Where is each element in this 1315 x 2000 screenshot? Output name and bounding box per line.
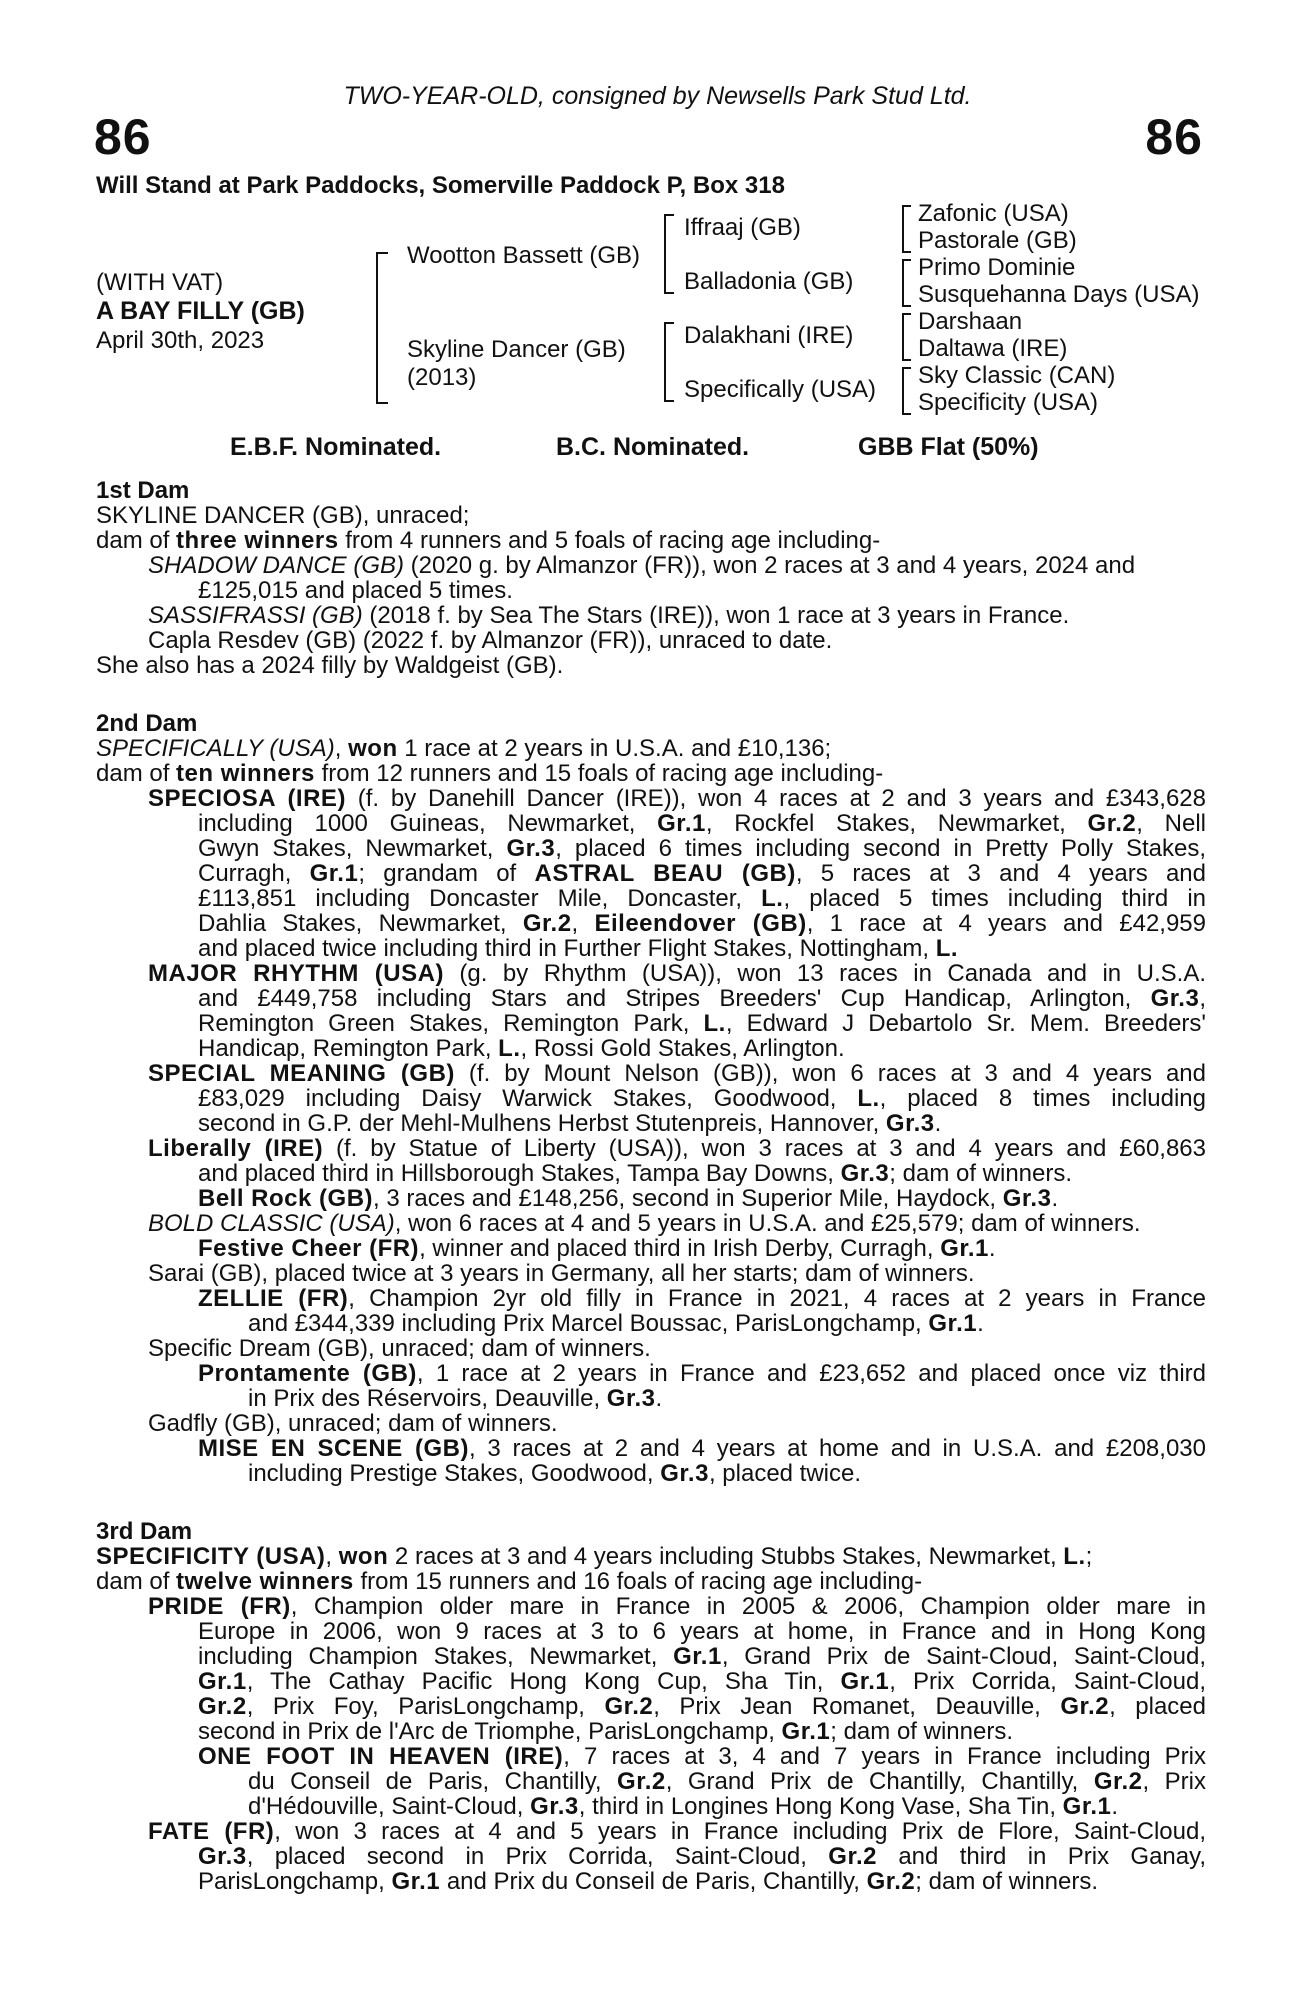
consignment-line: TWO-YEAR-OLD, consigned by Newsells Park Stud Ltd. [343,82,972,110]
pedigree-brace-g3 [902,313,911,361]
pedigree-brace-g4 [902,367,911,415]
nomination-ebf: E.B.F. Nominated. [230,433,442,461]
entry-gadfly: Gadfly (GB), unraced; dam of winners. MISE EN SCENE (GB), 3 races at 2 and 4 years at home and in U.S.A. and £208,030 including Prestige Stakes, Goodwood, Gr.3, placed twice. [148,1410,1206,1487]
second-dam-line: SPECIFICALLY (USA), won 1 race at 2 years in U.S.A. and £10,136; [96,735,832,762]
entry-bold-classic: BOLD CLASSIC (USA), won 6 races at 4 and 5 years in U.S.A. and £25,579; dam of winners. Festive Cheer (FR), winner and placed third in Irish Derby, Curragh, Gr.1. [148,1210,1141,1262]
third-dam-heading: 3rd Dam [96,1518,193,1545]
pedigree-sire: Wootton Bassett (GB) [407,242,640,269]
pedigree-brace-dam [664,322,674,402]
pedigree-sire-dam: Balladonia (GB) [684,268,854,295]
pedigree-brace-g1 [902,205,911,253]
produce-capla-resdev: Capla Resdev (GB) (2022 f. by Almanzor (FR)), unraced to date. [148,627,833,654]
entry-sarai: Sarai (GB), placed twice at 3 years in Germany, all her starts; dam of winners. ZELLIE (FR), Champion 2yr old filly in France in 2021, 4 races at 2 years in France and £344,339 including Prix Marcel Boussac, ParisLongchamp, Gr.1. [148,1260,1206,1337]
third-dam-line: SPECIFICITY (USA), won 2 races at 3 and 4 years including Stubbs Stakes, Newmarket, L.; [96,1543,1093,1570]
second-dam-heading: 2nd Dam [96,710,198,737]
lot-info [96,268,305,355]
entry-pride: PRIDE (FR), Champion older mare in France in 2005 & 2006, Champion older mare in Europe in 2006, won 9 races at 3 to 6 years at home, in France and in Hong Kong including Champion Stakes, Newmarket, Gr.1, Grand Prix de Saint-Cloud, Saint-Cloud, Gr.1, The Cathay Pacific Hong Kong Cup, Sha Tin, Gr.1, Prix Corrida, Saint-Cloud, Gr.2, Prix Foy, ParisLongchamp, Gr.2, Prix Jean Romanet, Deauville, Gr.2, placed second in Prix de l'Arc de Triomphe, ParisLongchamp, Gr.1; dam of winners. [148,1593,1207,1745]
nomination-gbb: GBB Flat (50%) [858,433,1039,461]
produce-sassifrassi: SASSIFRASSI (GB) (2018 f. by Sea The Stars (IRE)), won 1 race at 3 years in France. [148,602,1070,629]
first-dam-line: SKYLINE DANCER (GB), unraced; [96,502,470,529]
second-dam-record: dam of ten winners from 12 runners and 15 foals of racing age including- [96,760,884,787]
produce-2024-filly: She also has a 2024 filly by Waldgeist (GB). [96,652,564,679]
entry-liberally: Liberally (IRE) (f. by Statue of Liberty (USA)), won 3 races at 3 and 4 years and £60,863 and placed third in Hillsborough Stakes, Tampa Bay Downs, Gr.3; dam of winners. Bell Rock (GB), 3 races and £148,256, second in Superior Mile, Haydock, Gr.3. [148,1135,1206,1212]
pedigree-dam-dam: Specifically (USA) [684,376,877,403]
entry-special-meaning: SPECIAL MEANING (GB) (f. by Mount Nelson (GB)), won 6 races at 3 and 4 years and £83,029 including Daisy Warwick Stakes, Goodwood, L., placed 8 times including second in G.P. der Mehl-Mulhens Herbst Stutenpreis, Hannover, Gr.3. [148,1060,1206,1137]
entry-speciosa: SPECIOSA (IRE) (f. by Danehill Dancer (IRE)), won 4 races at 2 and 3 years and £343,628 including 1000 Guineas, Newmarket, Gr.1, Rockfel Stakes, Newmarket, Gr.2, Nell Gwyn Stakes, Newmarket, Gr.3, placed 6 times including second in Pretty Polly Stakes, Curragh, Gr.1; grandam of ASTRAL BEAU (GB), 5 races at 3 and 4 years and £113,851 including Doncaster Mile, Doncaster, L., placed 5 times including third in Dahlia Stakes, Newmarket, Gr.2, Eileendover (GB), 1 race at 4 years and £42,959 and placed twice including third in Further Flight Stakes, Nottingham, L. [148,785,1207,962]
third-dam-record: dam of twelve winners from 15 runners and 16 foals of racing age including- [96,1568,923,1595]
entry-major-rhythm: MAJOR RHYTHM (USA) (g. by Rhythm (USA)), won 13 races in Canada and in U.S.A. and £449,758 including Stars and Stripes Breeders' Cup Handicap, Arlington, Gr.3, Remington Green Stakes, Remington Park, L., Edward J Debartolo Sr. Mem. Breeders' Handicap, Remington Park, L., Rossi Gold Stakes, Arlington. [148,960,1207,1062]
pedigree-brace-main [376,252,388,404]
entry-specific-dream: Specific Dream (GB), unraced; dam of winners. Prontamente (GB), 1 race at 2 years in France and £23,652 and placed once viz third in Prix des Réservoirs, Deauville, Gr.3. [148,1335,1206,1412]
first-dam-record: dam of three winners from 4 runners and 5 foals of racing age including- [96,527,881,554]
produce-shadow-dance-cont: £125,015 and placed 5 times. [198,577,513,604]
entry-fate: FATE (FR), won 3 races at 4 and 5 years in France including Prix de Flore, Saint-Cloud, Gr.3, placed second in Prix Corrida, Saint-Cloud, Gr.2 and third in Prix Ganay, ParisLongchamp, Gr.1 and Prix du Conseil de Paris, Chantilly, Gr.2; dam of winners. [148,1818,1206,1895]
pedigree-gg6: Daltawa (IRE) [918,335,1068,362]
stabling-location: Will Stand at Park Paddocks, Somerville Paddock P, Box 318 [96,172,785,199]
pedigree-brace-g2 [902,259,911,307]
pedigree-gg1: Zafonic (USA) [918,200,1069,227]
pedigree-gg5: Darshaan [918,308,1023,335]
foaling-date: April 30th, 2023 [96,327,265,354]
pedigree-dam-sire: Dalakhani (IRE) [684,322,854,349]
lot-number-right: 86 [1145,109,1203,165]
first-dam-heading: 1st Dam [96,477,190,504]
pedigree-brace-sire [664,214,674,294]
pedigree-gg2: Pastorale (GB) [918,227,1077,254]
pedigree-gg3: Primo Dominie [918,254,1076,281]
pedigree-gg8: Specificity (USA) [918,389,1099,416]
nomination-bc: B.C. Nominated. [556,433,750,461]
produce-shadow-dance: SHADOW DANCE (GB) (2020 g. by Almanzor (FR)), won 2 races at 3 and 4 years, 2024 and [148,552,1136,579]
catalogue-body [96,478,1206,1894]
pedigree-gg7: Sky Classic (CAN) [918,362,1116,389]
lot-number-left: 86 [94,109,152,165]
pedigree-gg4: Susquehanna Days (USA) [918,281,1200,308]
vat-note: (WITH VAT) [96,269,224,296]
entry-one-foot-in-heaven: ONE FOOT IN HEAVEN (IRE), 7 races at 3, 4 and 7 years in France including Prix du Conseil de Paris, Chantilly, Gr.2, Grand Prix de Chantilly, Chantilly, Gr.2, Prix d'Hédouville, Saint-Cloud, Gr.3, third in Longines Hong Kong Vase, Sha Tin, Gr.1. [198,1743,1206,1820]
pedigree-sire-sire: Iffraaj (GB) [684,214,801,241]
pedigree-dam-year: (2013) [407,364,477,391]
pedigree-dam: Skyline Dancer (GB) [407,336,626,363]
lot-title: A BAY FILLY (GB) [96,297,305,325]
